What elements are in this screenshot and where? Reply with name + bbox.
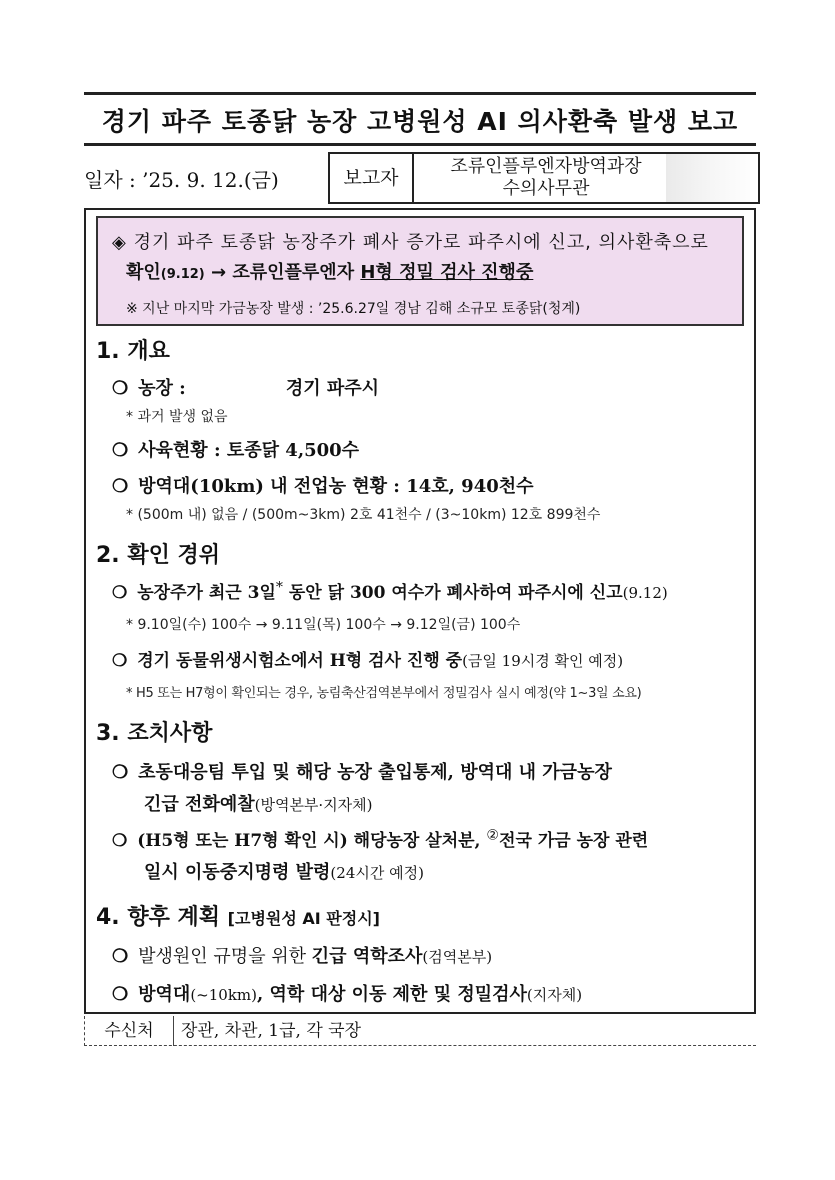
document-title: 경기 파주 토종닭 농장 고병원성 AI 의사환축 발생 보고 [101,107,739,136]
section-4-subheading: [고병원성 AI 판정시] [227,909,380,928]
section-2-heading: 2. 확인 경위 [96,543,220,568]
zone-item: ❍ 방역대(10km) 내 전업농 현황 : 14호, 940천수 [112,476,534,497]
diamond-icon: ◈ [112,232,127,253]
circle-bullet-icon: ❍ [112,984,129,1005]
title-bar [84,92,756,146]
recipients-value: 장관, 차관, 1급, 각 국장 [181,1021,362,1041]
meta-row [84,152,756,202]
reporter-rank: 수의사무관 [502,178,590,199]
measure-item-1-cont: 긴급 전화예찰(방역본부·지자체) [144,794,373,815]
report-body [84,208,756,1014]
summary-note: ※ 지난 마지막 가금농장 발생 : ’25.6.27일 경남 김해 소규모 토종닭(청계) [126,301,581,317]
circle-bullet-icon: ❍ [112,831,128,851]
test-note: * H5 또는 H7형이 확인되는 경우, 농림축산검역본부에서 정밀검사 실시 예정(약 1~3일 소요) [126,686,642,701]
circle-bullet-icon: ❍ [112,440,129,461]
measure-item-2: ❍ (H5형 또는 H7형 확인 시) 해당농장 살처분, ②전국 가금 농장 관련 [112,827,649,851]
measure-item-1: ❍ 초동대응팀 투입 및 해당 농장 출입통제, 방역대 내 가금농장 [112,762,612,783]
test-item: ❍ 경기 동물위생시험소에서 H형 검사 진행 중(금일 19시경 확인 예정) [112,651,624,671]
circle-bullet-icon: ❍ [112,651,128,671]
mortality-note: * 9.10일(수) 100수 → 9.11일(목) 100수 → 9.12일(금) 100수 [126,617,521,633]
section-4-heading: 4. 향후 계획 [고병원성 AI 판정시] [96,905,380,930]
reporter-title: 조류인플루엔자방역과장 [450,156,642,177]
farm-item: ❍ 농장 : 경기 파주시 [112,378,380,399]
circle-bullet-icon: ❍ [112,946,129,967]
section-3-heading: 3. 조치사항 [96,721,213,746]
redacted-name [666,154,758,202]
section-1-heading: 1. 개요 [96,339,170,364]
report-date: 일자 : ’25. 9. 12.(금) [84,168,279,192]
summary-box [96,216,744,326]
plan-item-1: ❍ 발생원인 규명을 위한 긴급 역학조사(검역본부) [112,946,493,967]
summary-line-2: 확인(9.12) → 조류인플루엔자 H형 정밀 검사 진행중 [126,262,534,283]
circle-bullet-icon: ❍ [112,583,128,603]
circle-bullet-icon: ❍ [112,378,129,399]
report-item: ❍ 농장주가 최근 3일* 동안 닭 300 여수가 폐사하여 파주시에 신고(9.12) [112,579,668,603]
recipients-label: 수신처 [85,1016,174,1046]
reporter-name [426,156,666,200]
reporter-box [328,152,760,204]
summary-line-1: ◈ 경기 파주 토종닭 농장주가 폐사 증가로 파주시에 신고, 의사환축으로 [112,232,709,253]
zone-note: * (500m 내) 없음 / (500m~3km) 2호 41천수 / (3~10km) 12호 899천수 [126,507,601,523]
recipients-row [84,1016,756,1046]
measure-item-2-cont: 일시 이동중지명령 발령(24시간 예정) [144,862,424,883]
circle-bullet-icon: ❍ [112,476,129,497]
plan-item-2: ❍ 방역대(~10km), 역학 대상 이동 제한 및 정밀검사(지자체) [112,984,583,1005]
farm-note: * 과거 발생 없음 [126,409,228,425]
reporter-label: 보고자 [330,154,414,202]
circle-bullet-icon: ❍ [112,762,129,783]
stock-item: ❍ 사육현황 : 토종닭 4,500수 [112,440,360,461]
